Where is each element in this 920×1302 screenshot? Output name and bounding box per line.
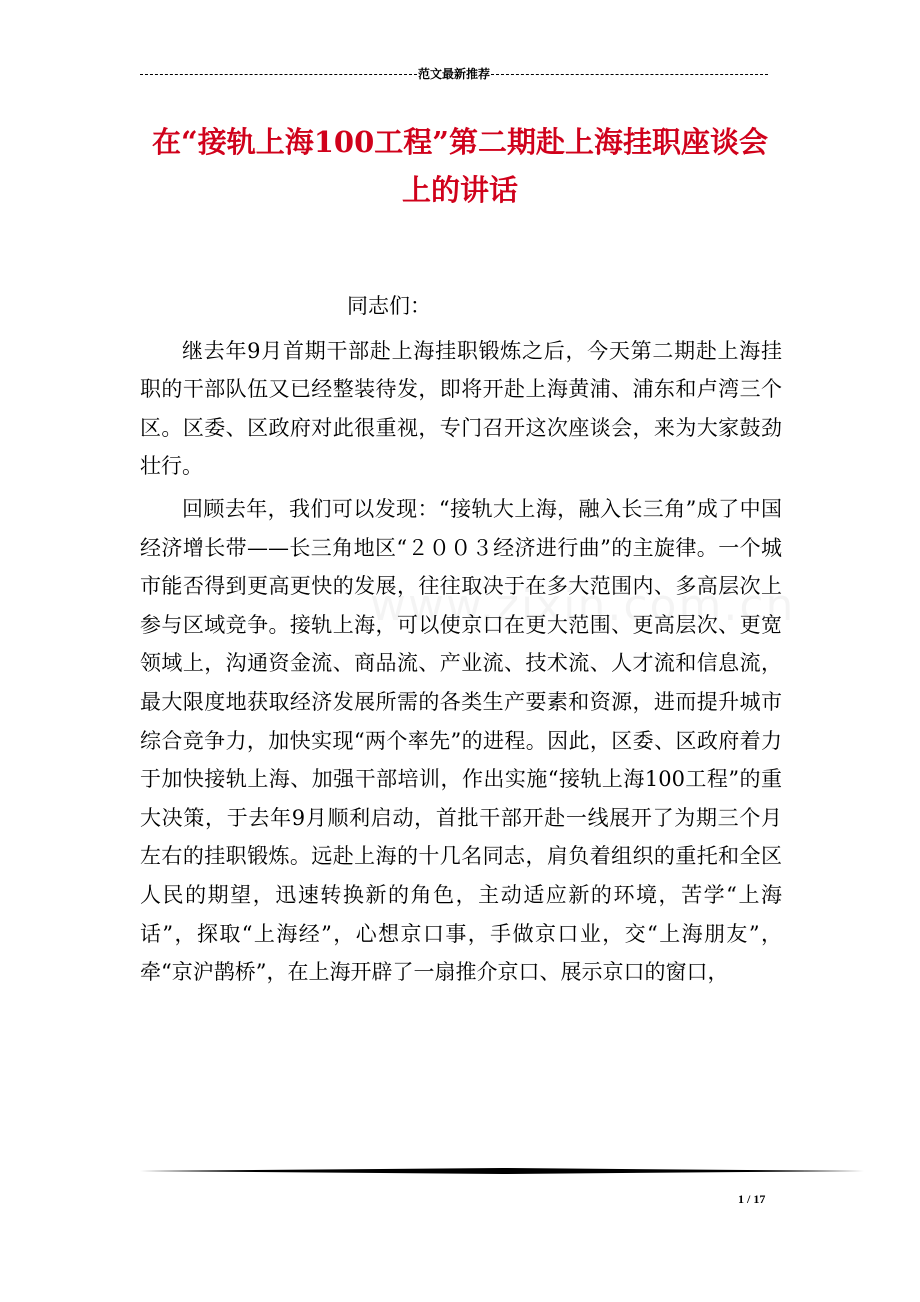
- document-title: [130, 118, 790, 214]
- title-line-2: 上的讲话: [401, 173, 518, 207]
- title-line-1: 在“接轨上海100工程”第二期赴上海挂职座谈会: [152, 125, 768, 159]
- header-dash-left: [140, 74, 417, 75]
- paragraph-2: 回顾去年，我们可以发现：“接轨大上海，融入长三角”成了中国经济增长带——长三角地区“２００３经济进行曲”的主旋律。一个城市能否得到更高更快的发展，往往取决于在多大范围内、多高层次上参与区域竞争。接轨上海，可以使京口在更大范围、更高层次、更宽领域上，沟通资金流、商品流、产业流、技术流、人才流和信息流，最大限度地获取经济发展所需的各类生产要素和资源，进而提升城市综合竞争力，加快实现“两个率先”的进程。因此，区委、区政府着力于加快接轨上海、加强干部培训，作出实施“接轨上海100工程”的重大决策，于去年9月顺利启动，首批干部开赴一线展开了为期三个月左右的挂职锻炼。远赴上海的十几名同志，肩负着组织的重托和全区人民的期望，迅速转换新的角色，主动适应新的环境，苦学“上海话”，探取“上海经”，心想京口事，手做京口业，交“上海朋友”，牵“京沪鹊桥”，在上海开辟了一扇推介京口、展示京口的窗口，: [140, 496, 782, 985]
- page-number: 1 / 17: [738, 1192, 766, 1206]
- salutation: 同志们：: [347, 294, 431, 318]
- paragraph-1: 继去年9月首期干部赴上海挂职锻炼之后，今天第二期赴上海挂职的干部队伍又已经整装待发，即将开赴上海黄浦、浦东和卢湾三个区。区委、区政府对此很重视，专门召开这次座谈会，来为大家鼓劲壮行。: [140, 338, 782, 479]
- header-label: 范文最新推荐: [418, 67, 491, 81]
- footer-rule: [140, 1168, 864, 1174]
- page-header: [140, 66, 768, 82]
- header-dash-right: [491, 74, 768, 75]
- document-body: [140, 287, 782, 996]
